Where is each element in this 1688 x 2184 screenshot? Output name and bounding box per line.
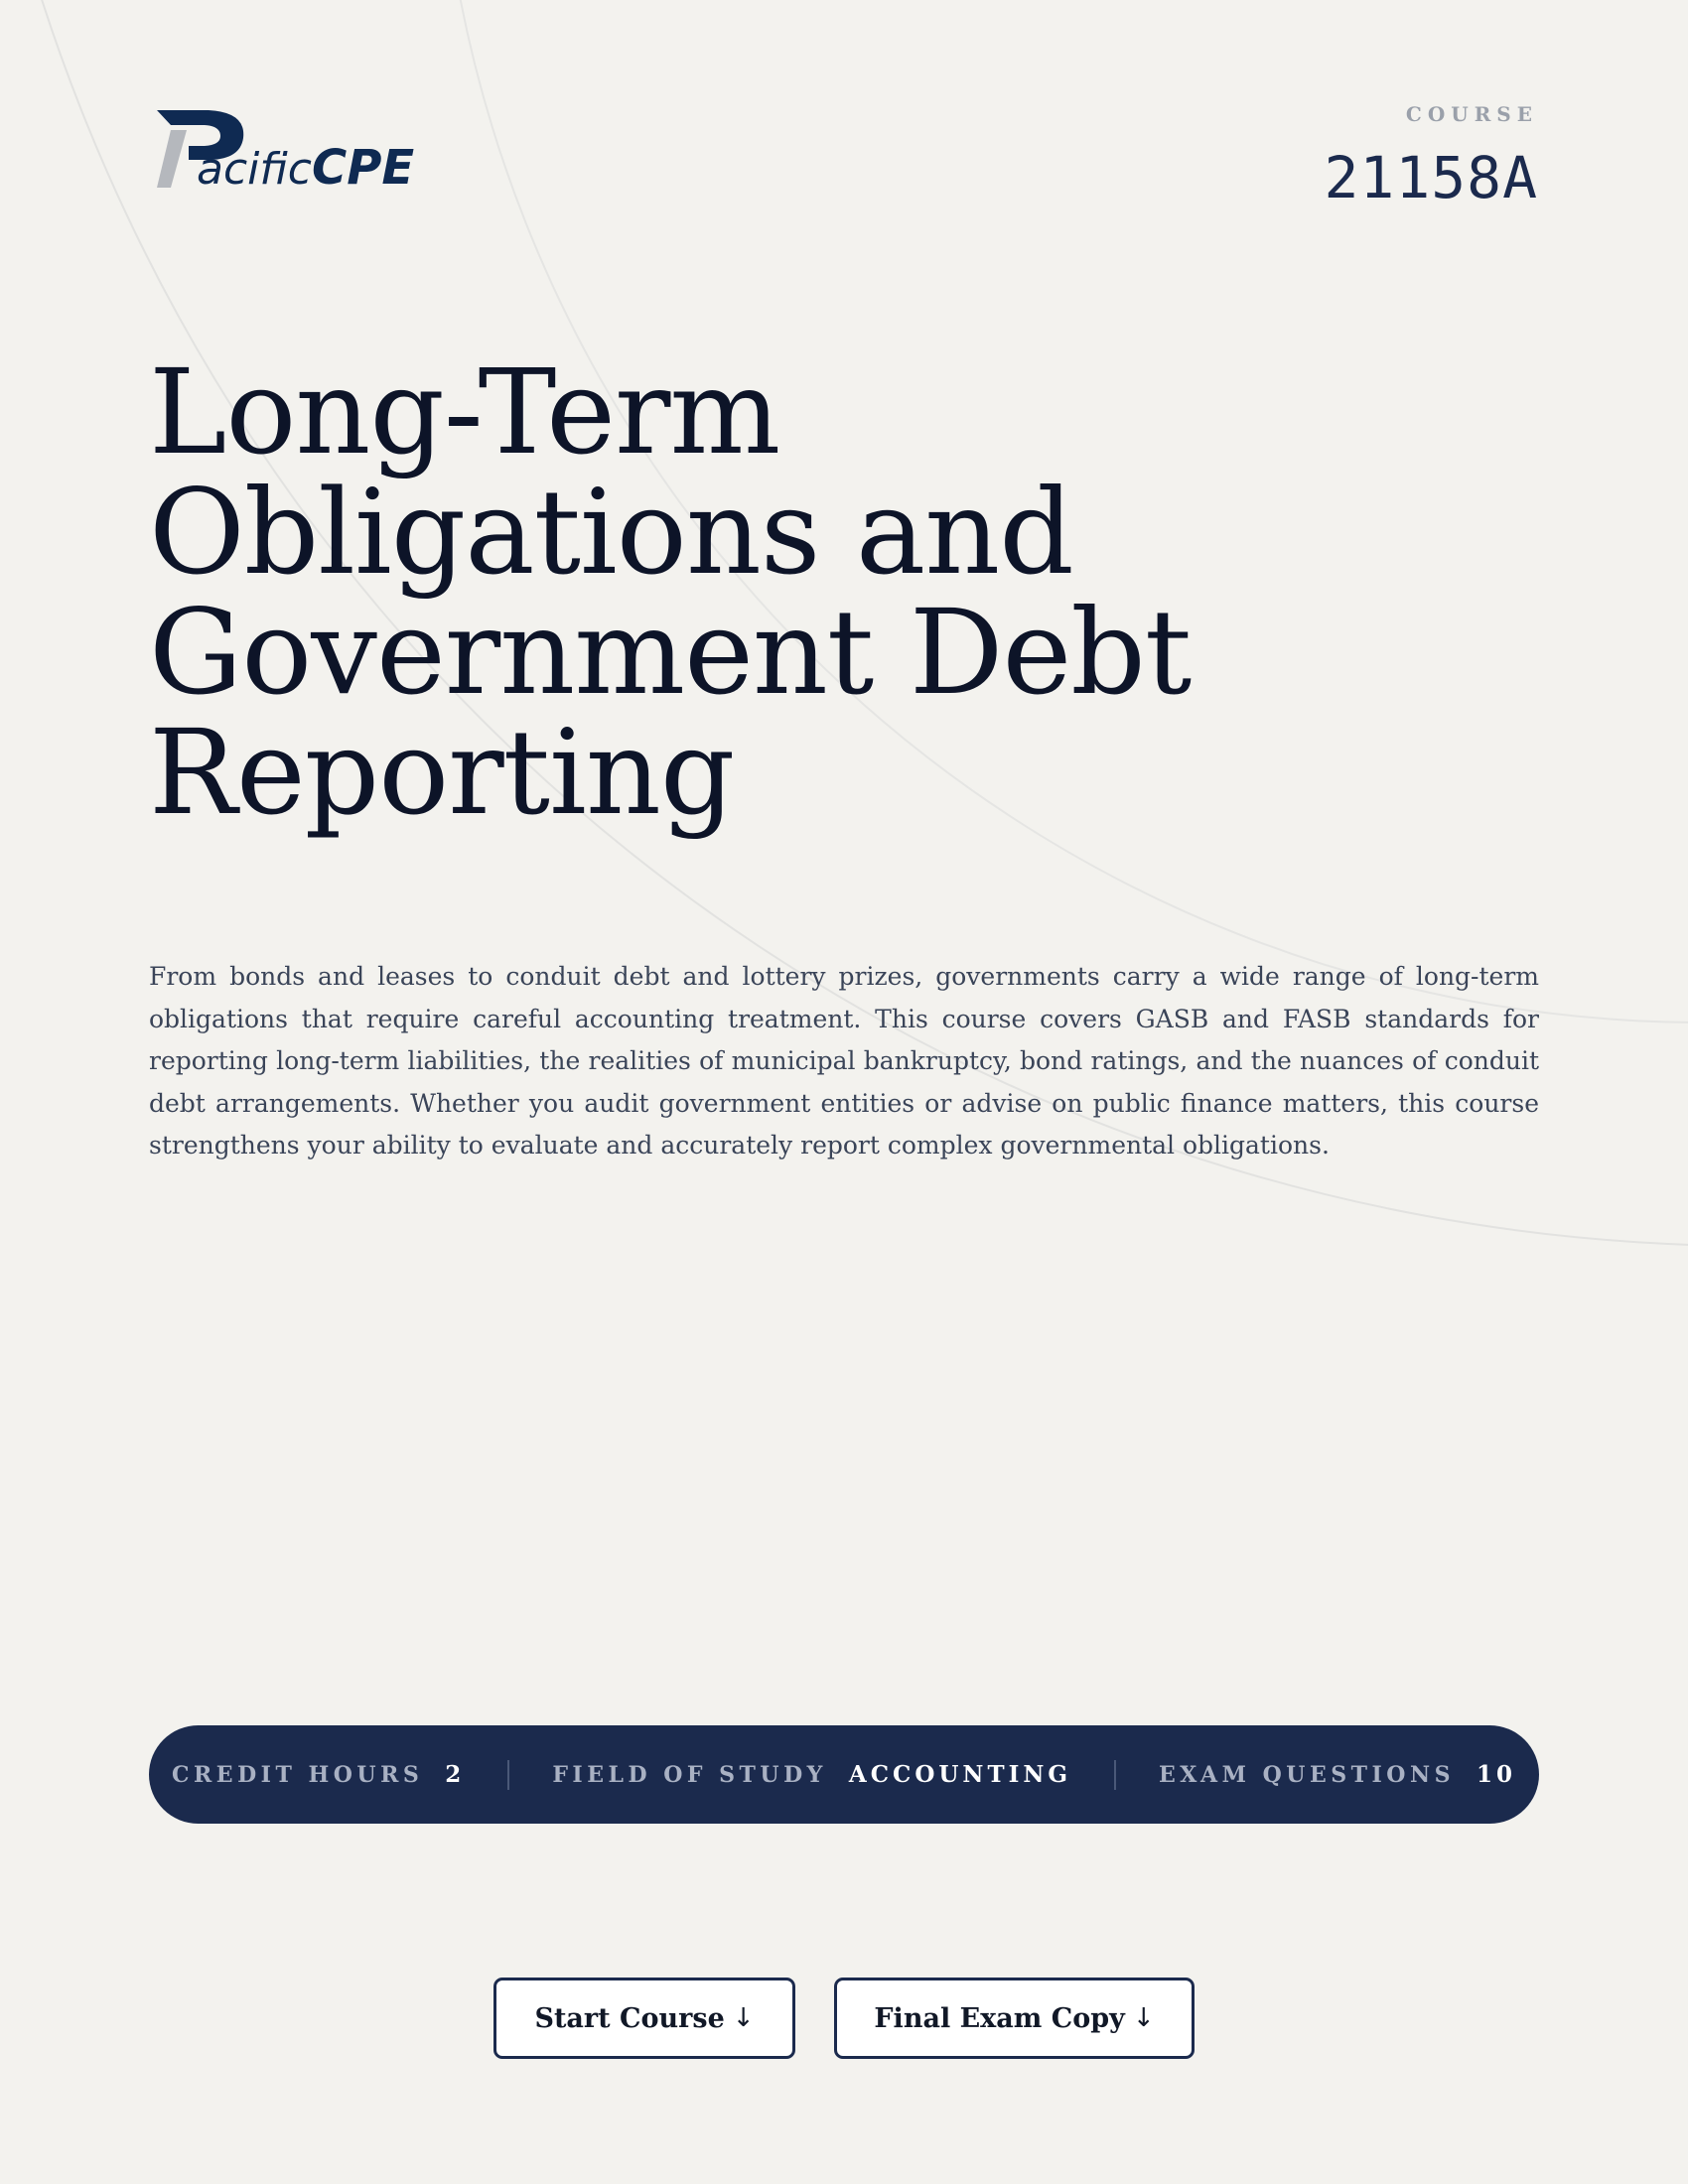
start-course-label: Start Course xyxy=(534,2002,725,2034)
exam-questions-item xyxy=(1159,1761,1516,1788)
info-divider xyxy=(507,1760,509,1790)
start-course-button[interactable] xyxy=(493,1978,795,2059)
credit-hours-label: CREDIT HOURS xyxy=(172,1762,424,1788)
logo-word: acific xyxy=(197,144,312,195)
course-label: COURSE xyxy=(1405,102,1538,126)
course-description: From bonds and leases to conduit debt and lottery prizes, governments carry a wide range of long-term obligations that require careful accounting treatment. This course covers GASB and FASB standards for reporting long-term liabilities, the realities of municipal bankruptcy, bond ratings, and the nuances of conduit debt arrangements. Whether you audit government entities or advise on public finance matters, this course strengthens your ability to evaluate and accurately report complex governmental obligations. xyxy=(149,962,1539,1160)
logo-abbr: CPE xyxy=(312,140,415,196)
exam-questions-label: EXAM QUESTIONS xyxy=(1159,1762,1455,1788)
credit-hours-value: 2 xyxy=(445,1761,466,1788)
logo-wordmark xyxy=(197,140,415,196)
field-of-study-label: FIELD OF STUDY xyxy=(552,1762,827,1788)
course-code: 21158A xyxy=(1324,144,1538,211)
action-buttons xyxy=(0,1978,1688,2059)
final-exam-copy-label: Final Exam Copy xyxy=(874,2002,1125,2034)
arrow-down-icon: ↓ xyxy=(732,2003,755,2033)
info-divider xyxy=(1114,1760,1116,1790)
exam-questions-value: 10 xyxy=(1476,1761,1516,1788)
page-title: Long-Term Obligations and Government Debt Reporting xyxy=(149,343,1192,841)
pacific-cpe-logo xyxy=(149,104,415,204)
credit-hours-item xyxy=(172,1761,465,1788)
final-exam-copy-button[interactable] xyxy=(834,1978,1195,2059)
arrow-down-icon: ↓ xyxy=(1132,2003,1155,2033)
course-info-bar xyxy=(149,1725,1539,1824)
field-of-study-item xyxy=(552,1761,1071,1788)
field-of-study-value: ACCOUNTING xyxy=(848,1761,1071,1788)
